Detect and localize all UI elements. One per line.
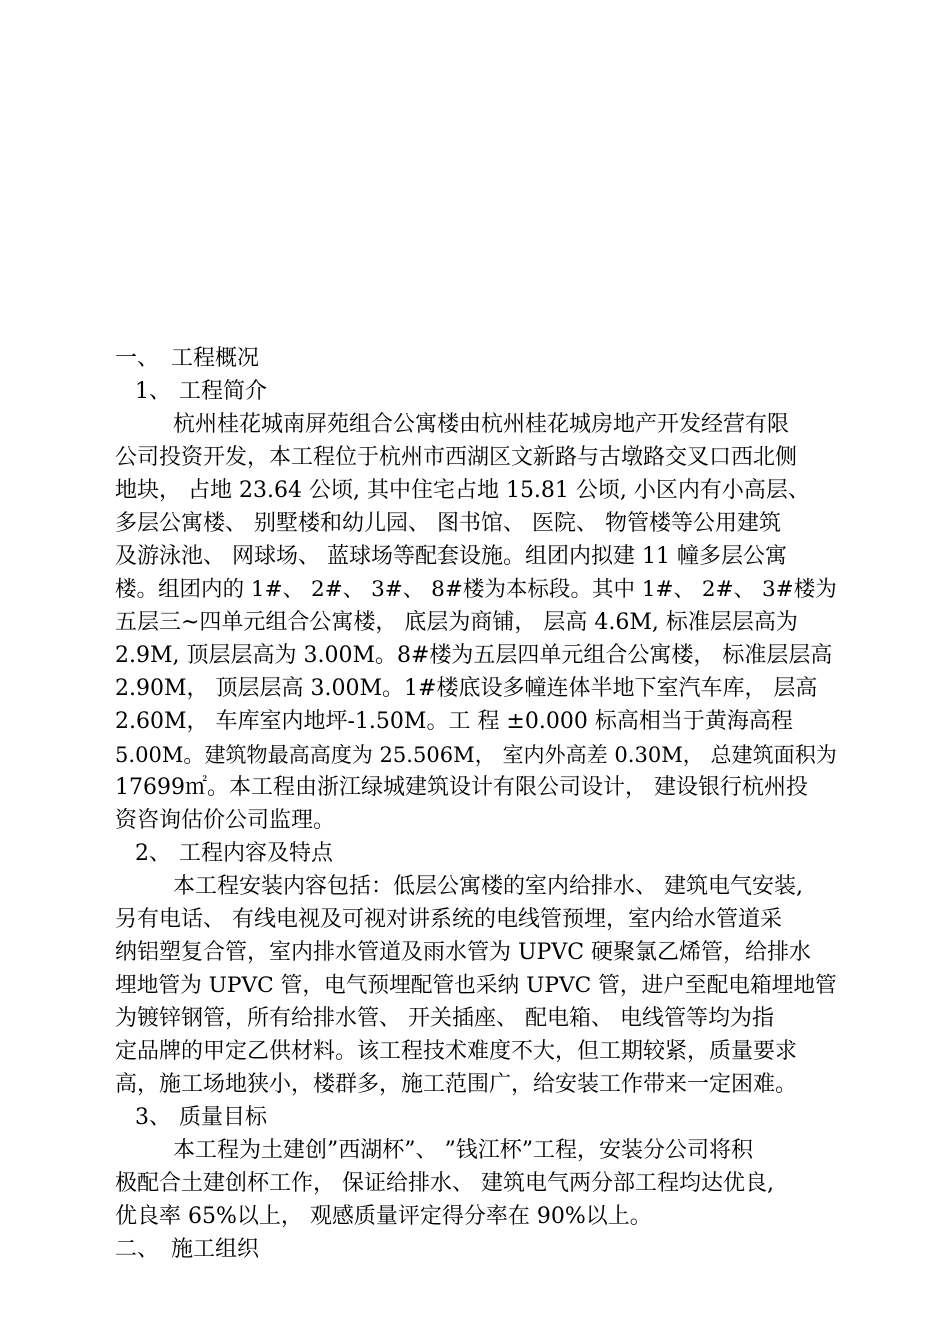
paragraph-line: 2.90M， 顶层层高 3.00M。1#楼底设多幢连体半地下室汽车库， 层高: [115, 676, 818, 701]
subsection-number: 3、: [135, 1105, 171, 1130]
paragraph-line: 5.00M。建筑物最高高度为 25.506M， 室内外高差 0.30M， 总建筑面积为: [115, 742, 837, 767]
section-heading-2: [115, 1233, 837, 1266]
paragraph-line: 纳铝塑复合管，室内排水管道及雨水管为 UPVC 硬聚氯乙烯管，给排水: [115, 940, 812, 965]
paragraph-line: 公司投资开发，本工程位于杭州市西湖区文新路与古墩路交叉口西北侧: [115, 445, 798, 470]
section-number: 一、: [115, 346, 160, 371]
section-title: 工程概况: [171, 346, 260, 371]
subsection-heading-3: [115, 1101, 837, 1134]
subsection-number: 2、: [135, 841, 171, 866]
section-title: 施工组织: [171, 1237, 260, 1262]
subsection-title: 工程内容及特点: [179, 841, 334, 866]
section-heading-1: [115, 342, 837, 375]
paragraph-line: 五层三~四单元组合公寓楼， 底层为商铺， 层高 4.6M, 标准层层高为: [115, 610, 798, 635]
subsection-heading-2: [115, 837, 837, 870]
document-body: [115, 342, 837, 1266]
subsection-title: 工程简介: [179, 379, 268, 404]
paragraph-line: 埋地管为 UPVC 管，电气预埋配管也采纳 UPVC 管，进户至配电箱埋地管: [115, 973, 837, 998]
paragraph-line: 资咨询估价公司监理。: [115, 808, 336, 833]
paragraph-line: 极配合土建创杯工作， 保证给排水、 建筑电气两分部工程均达优良,: [115, 1171, 774, 1196]
paragraph-line: 高，施工场地狭小，楼群多，施工范围广，给安装工作带来一定困难。: [115, 1072, 798, 1097]
subsection-number: 1、: [135, 379, 171, 404]
paragraph-line: 2.9M, 顶层层高为 3.00M。8#楼为五层四单元组合公寓楼， 标准层层高: [115, 643, 833, 668]
paragraph-line: 17699㎡。本工程由浙江绿城建筑设计有限公司设计， 建设银行杭州投: [115, 775, 808, 800]
paragraph-line: 楼。组团内的 1#、 2#、 3#、 8#楼为本标段。其中 1#、 2#、 3#楼为: [115, 577, 837, 602]
subsection-heading-1: [115, 375, 837, 408]
paragraph-line: 及游泳池、 网球场、 蓝球场等配套设施。组团内拟建 11 幢多层公寓: [115, 544, 787, 569]
subsection-title: 质量目标: [179, 1105, 268, 1130]
paragraph-line: 2.60M， 车库室内地坪-1.50M。工 程 ±0.000 标高相当于黄海高程: [115, 709, 793, 734]
paragraph-line: 地块， 占地 23.64 公顷, 其中住宅占地 15.81 公顷, 小区内有小高层、: [115, 478, 810, 503]
paragraph-line: 本工程为土建创”西湖杯”、 ”钱江杯”工程，安装分公司将积: [173, 1138, 753, 1163]
paragraph-line: 定品牌的甲定乙供材料。该工程技术难度不大，但工期较紧，质量要求: [115, 1039, 798, 1064]
paragraph-line: 多层公寓楼、 别墅楼和幼儿园、 图书馆、 医院、 物管楼等公用建筑: [115, 511, 781, 536]
paragraph-line: 杭州桂花城南屏苑组合公寓楼由杭州桂花城房地产开发经营有限: [173, 412, 790, 437]
paragraph-line: 另有电话、 有线电视及可视对讲系统的电线管预埋，室内给水管道采: [115, 907, 782, 932]
paragraph-line: 本工程安装内容包括：低层公寓楼的室内给排水、 建筑电气安装,: [173, 874, 803, 899]
paragraph-line: 优良率 65%以上， 观感质量评定得分率在 90%以上。: [115, 1204, 652, 1229]
paragraph-line: 为镀锌钢管，所有给排水管、 开关插座、 配电箱、 电线管等均为指: [115, 1006, 774, 1031]
section-number: 二、: [115, 1237, 160, 1262]
